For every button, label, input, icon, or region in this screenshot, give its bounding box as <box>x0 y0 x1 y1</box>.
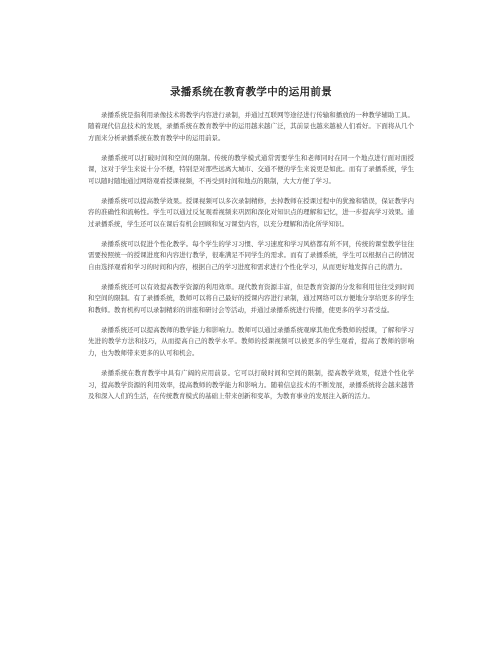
paragraph-1: 录播系统是指利用录像技术将教学内容进行录制，并通过互联网等途径进行传输和播放的一种教学辅助工具。随着现代信息技术的发展，录播系统在教育教学中的运用越来越广泛，其前景也越来越被人们看好。下面将从几个方面来分析录播系统在教育教学中的运用前景。 <box>88 111 414 142</box>
paragraph-2: 录播系统可以打破时间和空间的限制。传统的教学模式通常需要学生和老师同时在同一个地点进行面对面授课，这对于学生来说十分不便，特别是对那些远离大城市、交通不便的学生来说更是如此。而有了录播系统，学生可以随时随地通过网络观看授课视频，不再受到时间和地点的限制，大大方便了学习。 <box>88 154 414 185</box>
paragraph-6: 录播系统还可以提高教师的教学能力和影响力。教师可以通过录播系统观摩其他优秀教师的授课，了解和学习先进的教学方法和技巧，从而提高自己的教学水平。教师的授课视频可以被更多的学生观看，提高了教师的影响力，也为教师带来更多的认可和机会。 <box>88 326 414 357</box>
paragraph-5: 录播系统还可以有效提高教学资源的利用效率。现代教育资源丰富，但是教育资源的分发和利用往往受到时间和空间的限制。有了录播系统，教师可以将自己最好的授课内容进行录制，通过网络可以方便地分享给更多的学生和教师。教育机构可以录制精彩的讲座和研讨会等活动，并通过录播系统进行传播，使更多的学习者受益。 <box>88 283 414 314</box>
paragraph-4: 录播系统可以促进个性化教学。每个学生的学习习惯、学习速度和学习风格都有所不同，传统的课堂教学往往需要按照统一的授课进度和内容进行教学，很难满足不同学生的需求。而有了录播系统，学生可以根据自己的情况自由选择观看和学习的时间和内容，根据自己的学习进度和需求进行个性化学习，从而更好地发挥自己的潜力。 <box>88 240 414 271</box>
document-body <box>88 110 414 411</box>
paragraph-7: 录播系统在教育教学中具有广阔的应用前景。它可以打破时间和空间的限制，提高教学效果，促进个性化学习，提高教学资源的利用效率，提高教师的教学能力和影响力。随着信息技术的不断发展，录播系统将会越来越普及和深入人们的生活，在传统教育模式的基础上带来创新和变革，为教育事业的发展注入新的活力。 <box>88 369 414 400</box>
paragraph-3: 录播系统可以提高教学效果。授课视频可以多次录制精修，去掉教师在授课过程中的犹豫和错误，保证教学内容的准确性和流畅性。学生可以通过反复观看视频来巩固和深化对知识点的理解和记忆，进一步提高学习效果。通过录播系统，学生还可以在课后有机会回顾和复习课堂内容，以充分理解和消化所学知识。 <box>88 197 414 228</box>
document-title: 录播系统在教育教学中的运用前景 <box>170 86 332 98</box>
